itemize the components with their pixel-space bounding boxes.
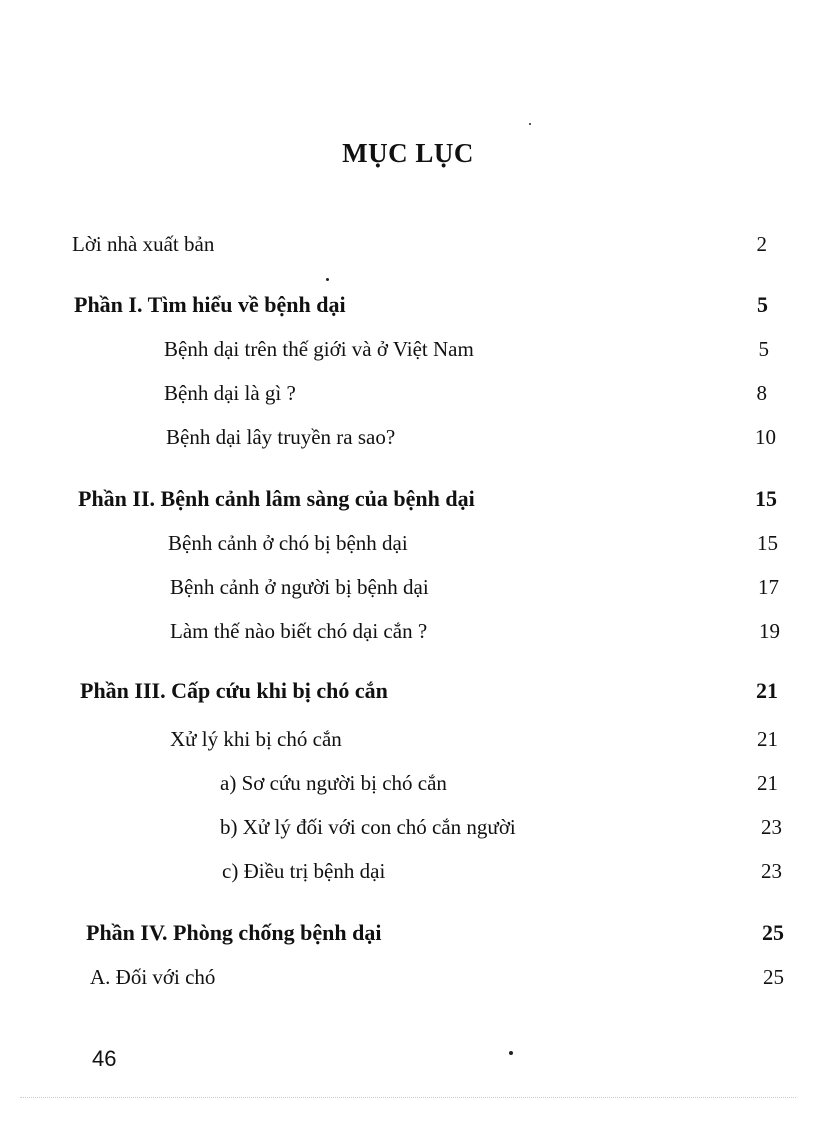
toc-entry-label: Bệnh cảnh ở chó bị bệnh dại [168, 531, 408, 555]
toc-entry-label: b) Xử lý đối với con chó cắn người [220, 815, 516, 839]
toc-entry [220, 812, 782, 842]
toc-entry-page: 5 [758, 337, 769, 361]
toc-part-page: 25 [762, 920, 784, 945]
toc-entry-page: 25 [763, 965, 784, 989]
toc-entry-label: a) Sơ cứu người bị chó cắn [220, 771, 447, 795]
toc-title: MỤC LỤC [342, 138, 474, 168]
toc-entry-label: Bệnh cảnh ở người bị bệnh dại [170, 575, 429, 599]
toc-entry [168, 528, 778, 558]
toc-entry [166, 422, 776, 452]
toc-entry-label: Bệnh dại trên thế giới và ở Việt Nam [164, 337, 474, 361]
toc-part-page: 5 [757, 292, 768, 317]
toc-entry [164, 378, 774, 408]
toc-part-label: Phần IV. Phòng chống bệnh dại [86, 920, 382, 945]
page-bottom-edge [20, 1097, 796, 1098]
toc-entry [72, 229, 772, 259]
toc-entry-page: 15 [757, 531, 778, 555]
toc-entry-page: 19 [759, 619, 780, 643]
scan-speck [509, 1051, 513, 1055]
toc-entry-page: 2 [756, 232, 767, 256]
toc-entry-label: c) Điều trị bệnh dại [222, 859, 386, 883]
scan-speck [326, 278, 329, 281]
toc-entry-label: A. Đối với chó [90, 965, 216, 989]
toc-entry-label: Làm thế nào biết chó dại cắn ? [170, 619, 428, 643]
toc-entry-label: Bệnh dại là gì ? [164, 381, 296, 405]
toc-entry-page: 10 [755, 425, 776, 449]
toc-entry [164, 334, 774, 364]
toc-entry-page: 17 [758, 575, 779, 599]
toc-part-page: 15 [755, 486, 777, 511]
toc-entry-page: 21 [757, 727, 778, 751]
toc-entry-label: Lời nhà xuất bản [72, 232, 215, 256]
toc-part-label: Phần II. Bệnh cảnh lâm sàng của bệnh dại [78, 486, 475, 511]
toc-part-heading [80, 676, 780, 706]
scan-speck [529, 123, 531, 125]
toc-entry [220, 768, 780, 798]
toc-part-label: Phần I. Tìm hiểu về bệnh dại [74, 292, 346, 317]
toc-part-label: Phần III. Cấp cứu khi bị chó cắn [80, 678, 388, 703]
toc-entry-page: 23 [761, 815, 782, 839]
toc-entry-label: Xử lý khi bị chó cắn [170, 727, 342, 751]
toc-entry-page: 8 [756, 381, 767, 405]
toc-part-heading [86, 918, 784, 948]
toc-entry-label: Bệnh dại lây truyền ra sao? [166, 425, 396, 449]
toc-entry [170, 724, 780, 754]
toc-part-page: 21 [756, 678, 778, 703]
toc-entry [170, 616, 780, 646]
toc-entry-page: 23 [761, 859, 782, 883]
toc-part-heading [78, 484, 778, 514]
page-number: 46 [92, 1046, 117, 1071]
toc-entry [222, 856, 782, 886]
toc-entry [170, 572, 780, 602]
toc-entry [90, 962, 784, 992]
toc-entry-page: 21 [757, 771, 778, 795]
toc-part-heading [74, 290, 774, 320]
